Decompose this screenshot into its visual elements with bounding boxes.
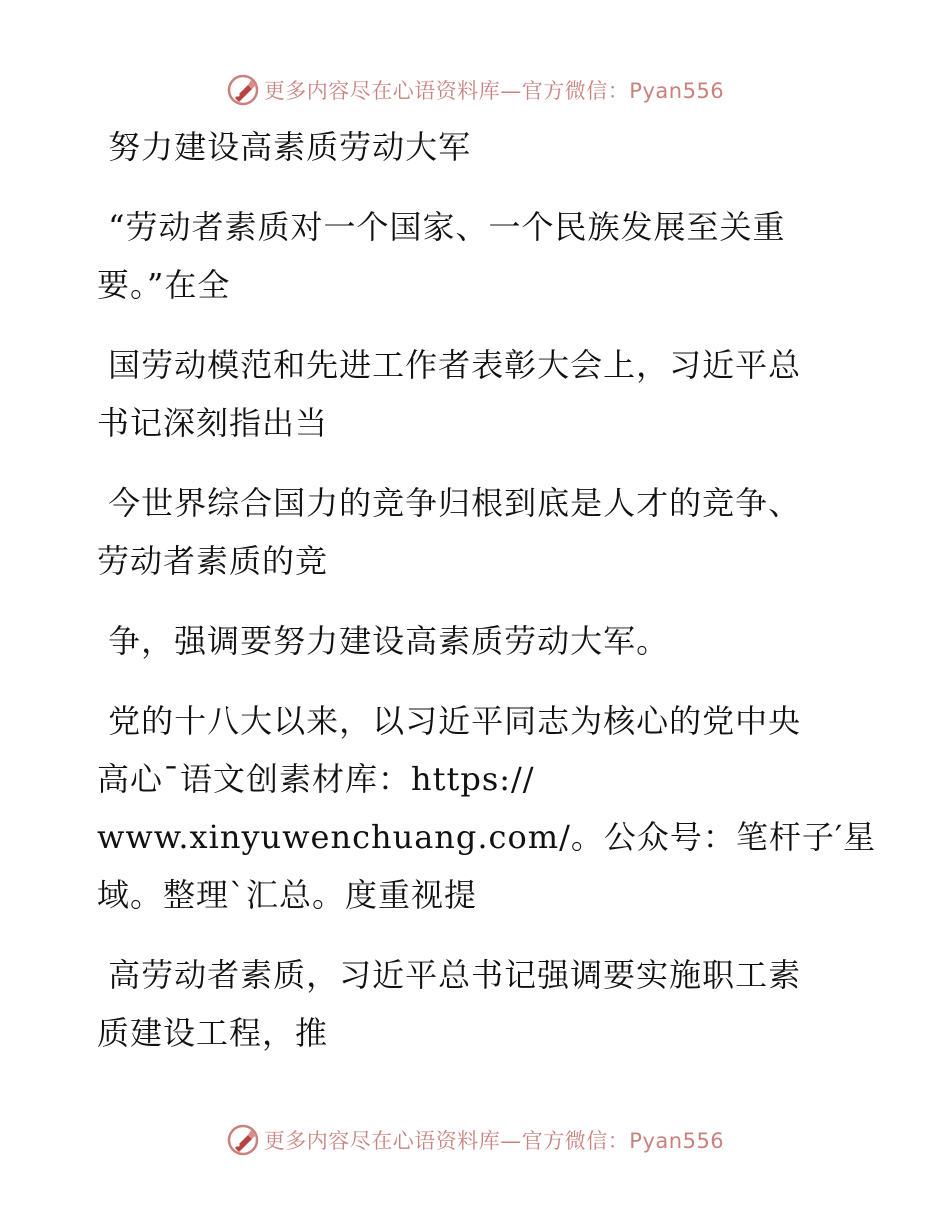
paragraph [97,474,837,590]
text-line: 域。整理`汇总。度重视提 [97,876,478,914]
paragraph [97,946,837,1062]
text-line: 要。”在全 [97,266,231,304]
text-line: “劳动者素质对一个国家、一个民族发展至关重 [97,208,786,246]
text-line: 高劳动者素质，习近平总书记强调要实施职工素 [97,956,802,994]
watermark-text: 更多内容尽在心语资料库—官方微信：Pyan556 [263,1129,725,1153]
text-line: 高心¯语文创素材库：https:// [97,760,535,798]
pen-nib-logo-icon [226,1123,260,1157]
header-watermark-banner [0,70,950,110]
footer-watermark-banner [0,1120,950,1160]
text-line: 书记深刻指出当 [97,404,329,442]
text-line: 国劳动模范和先进工作者表彰大会上，习近平总 [97,346,802,384]
pen-nib-logo-icon [226,73,260,107]
paragraph [97,336,837,452]
document-body [97,118,877,1062]
text-line: 今世界综合国力的竞争归根到底是人才的竞争、 [97,484,802,522]
text-line: 党的十八大以来，以习近平同志为核心的党中央 [97,702,802,740]
paragraph [97,118,837,176]
paragraph [97,692,877,924]
document-title: 努力建设高素质劳动大军 [97,128,472,166]
text-line: 劳动者素质的竞 [97,542,329,580]
text-line: 质建设工程，推 [97,1014,329,1052]
watermark-text: 更多内容尽在心语资料库—官方微信：Pyan556 [263,79,725,103]
text-line: 争，强调要努力建设高素质劳动大军。 [97,622,670,660]
text-line: www.xinyuwenchuang.com/。公众号：笔杆子′星 [97,818,877,856]
paragraph [97,198,837,314]
paragraph [97,612,837,670]
